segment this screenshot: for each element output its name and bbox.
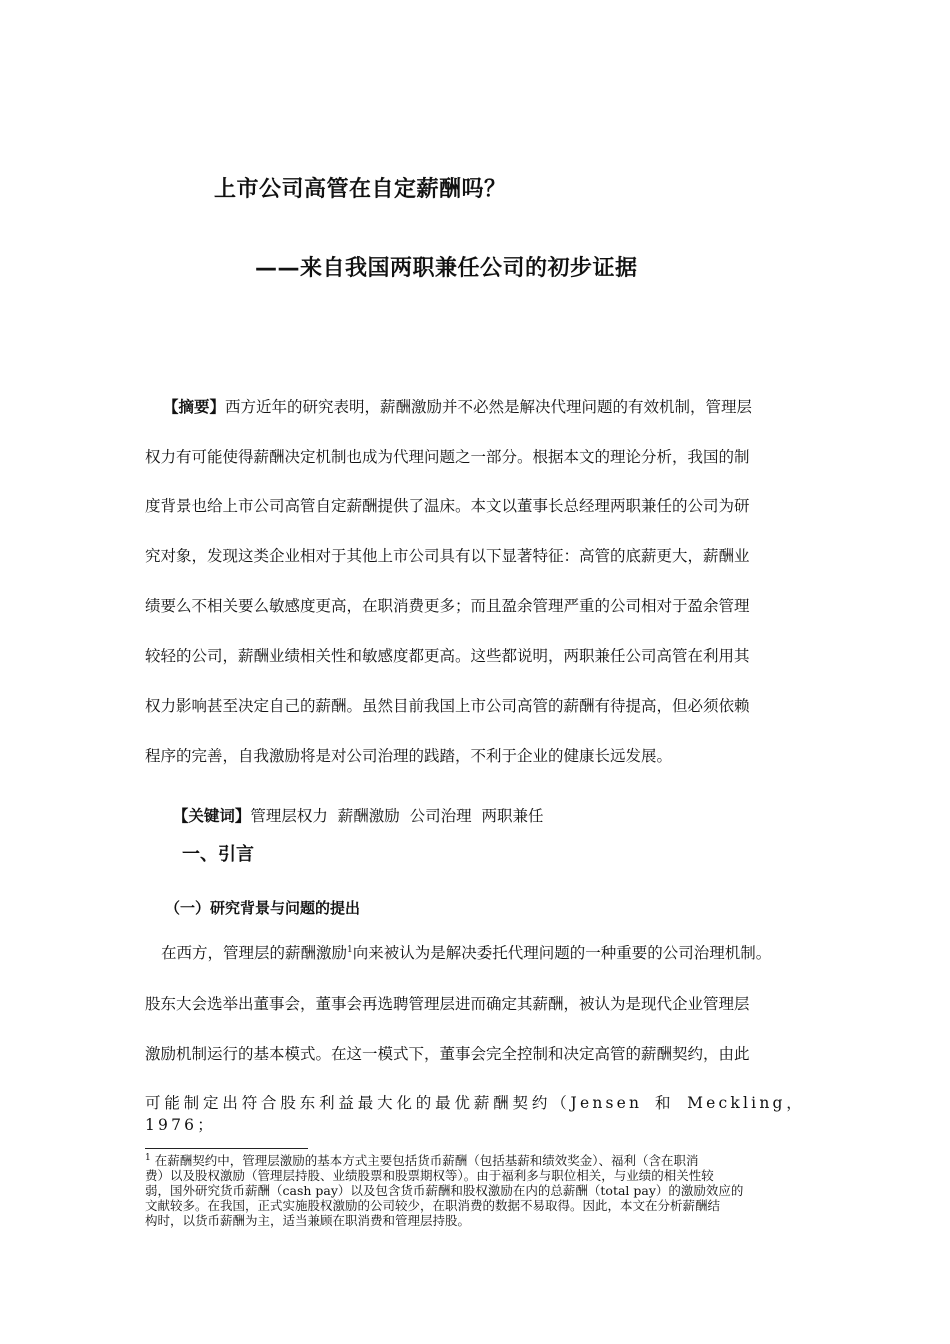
footnote-line: 构时，以货币薪酬为主，适当兼顾在职消费和管理层持股。 bbox=[145, 1213, 471, 1228]
footnote-line: 费）以及股权激励（管理层持股、业绩股票和股票期权等）。由于福利多与职位相关，与业绩的相关性较 bbox=[145, 1168, 714, 1183]
body-line bbox=[161, 941, 821, 963]
keywords-label: 【关键词】 bbox=[172, 807, 251, 825]
abstract-line: 较轻的公司，薪酬业绩相关性和敏感度都更高。这些都说明，两职兼任公司高管在利用其 bbox=[145, 647, 750, 665]
abstract-line: 权力有可能使得薪酬决定机制也成为代理问题之一部分。根据本文的理论分析，我国的制 bbox=[145, 448, 750, 466]
footnote-ref[interactable]: 1 bbox=[347, 944, 353, 955]
body-text: 在西方，管理层的薪酬激励 bbox=[161, 944, 348, 962]
paper-subtitle: ——来自我国两职兼任公司的初步证据 bbox=[255, 256, 638, 281]
abstract-line: 度背景也给上市公司高管自定薪酬提供了温床。本文以董事长总经理两职兼任的公司为研 bbox=[145, 497, 750, 515]
keywords-text: 管理层权力 薪酬激励 公司治理 两职兼任 bbox=[250, 807, 544, 825]
body-text: 向来被认为是解决委托代理问题的一种重要的公司治理机制。 bbox=[352, 944, 772, 962]
footnote-line bbox=[145, 1154, 805, 1168]
paper-title: 上市公司高管在自定薪酬吗？ bbox=[214, 177, 507, 202]
abstract-line: 权力影响甚至决定自己的薪酬。虽然目前我国上市公司高管的薪酬有待提高，但必须依赖 bbox=[145, 697, 750, 715]
footnote-marker: 1 bbox=[145, 1152, 151, 1163]
abstract-line: 究对象，发现这类企业相对于其他上市公司具有以下显著特征：高管的底薪更大，薪酬业 bbox=[145, 547, 750, 565]
footnote-line: 文献较多。在我国，正式实施股权激励的公司较少，在职消费的数据不易取得。因此，本文在分析薪酬结 bbox=[145, 1198, 721, 1213]
body-line: 可能制定出符合股东利益最大化的最优薪酬契约（Jensen 和 Meckling，1976； bbox=[145, 1094, 805, 1134]
abstract-line bbox=[163, 395, 805, 417]
subsection-heading: （一）研究背景与问题的提出 bbox=[165, 899, 361, 917]
abstract-label: 【摘要】 bbox=[163, 398, 226, 416]
footnote-line: 弱，国外研究货币薪酬（cash pay）以及包含货币薪酬和股权激励在内的总薪酬（total pay）的激励效应的 bbox=[145, 1183, 744, 1198]
footnote-text: 在薪酬契约中，管理层激励的基本方式主要包括货币薪酬（包括基薪和绩效奖金）、福利（含在职消 bbox=[150, 1153, 699, 1168]
body-line: 激励机制运行的基本模式。在这一模式下，董事会完全控制和决定高管的薪酬契约，由此 bbox=[145, 1045, 750, 1063]
keywords-line bbox=[163, 786, 823, 826]
section-heading: 一、引言 bbox=[182, 844, 254, 865]
abstract-line: 程序的完善，自我激励将是对公司治理的践踏，不利于企业的健康长远发展。 bbox=[145, 747, 673, 765]
footnote-separator bbox=[145, 1148, 308, 1149]
abstract-line: 绩要么不相关要么敏感度更高，在职消费更多；而且盈余管理严重的公司相对于盈余管理 bbox=[145, 597, 750, 615]
abstract-text: 西方近年的研究表明，薪酬激励并不必然是解决代理问题的有效机制，管理层 bbox=[225, 398, 753, 416]
body-line: 股东大会选举出董事会，董事会再选聘管理层进而确定其薪酬，被认为是现代企业管理层 bbox=[145, 995, 750, 1013]
